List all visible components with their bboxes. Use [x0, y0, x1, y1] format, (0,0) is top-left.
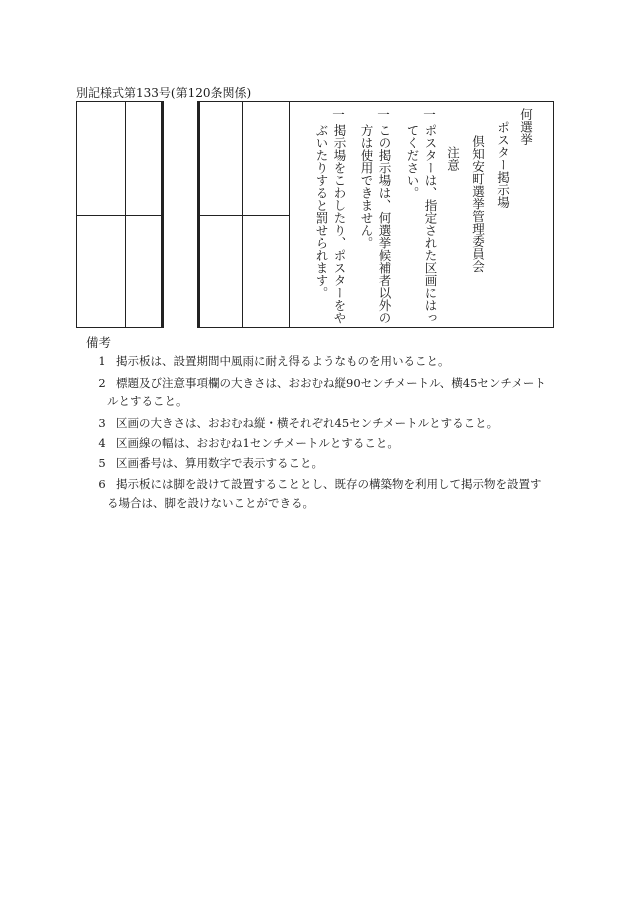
remark-text: 掲示板には脚を設けて設置することとし、既存の構築物を利用して掲示物を設置す — [116, 477, 542, 491]
section-break-line — [161, 101, 164, 328]
remark-text: 区画番号は、算用数字で表示すること。 — [116, 456, 323, 470]
remark-text: 区画線の幅は、おおむね1センチメートルとすること。 — [116, 436, 399, 450]
caution-heading: 注意 — [445, 146, 461, 171]
grid-line — [242, 101, 243, 328]
notice-bullet: 一 — [421, 108, 437, 121]
remark-number: 3 — [98, 416, 106, 430]
grid-line — [76, 327, 164, 328]
remark-text: ルとすること。 — [107, 394, 188, 408]
remark-text: 標題及び注意事項欄の大きさは、おおむね縦90センチメートル、横45センチメート — [116, 376, 546, 390]
notice-item-text: ポスターは、指定された区画にはっ — [423, 124, 438, 324]
remark-number: 2 — [98, 376, 106, 390]
committee-name: 倶知安町選挙管理委員会 — [470, 135, 486, 273]
remark-number: 1 — [98, 354, 106, 368]
remark-text: る場合は、脚を設けないことができる。 — [107, 496, 314, 510]
grid-line — [197, 327, 554, 328]
grid-line — [76, 101, 164, 102]
notice-bullet: 一 — [330, 108, 346, 121]
remark-number: 6 — [98, 477, 106, 491]
notice-item-text: てください。 — [405, 124, 420, 199]
grid-line — [76, 215, 164, 216]
election-name: 何選挙 — [518, 108, 534, 146]
remark-text: 掲示板は、設置期間中風雨に耐え得るようなものを用いること。 — [116, 354, 450, 368]
remarks-heading: 備考 — [86, 335, 112, 350]
form-title: 別記様式第133号(第120条関係) — [76, 86, 252, 100]
notice-item-text: ぶいたりすると罰せられます。 — [314, 124, 329, 299]
notice-item-text: 方は使用できません。 — [359, 124, 374, 249]
grid-line — [125, 101, 126, 328]
notice-item-text: この掲示場は、何選挙候補者以外の — [377, 124, 392, 324]
board-name: ポスター掲示場 — [495, 121, 511, 209]
notice-bullet: 一 — [375, 108, 391, 121]
grid-line — [197, 101, 554, 102]
remark-number: 5 — [98, 456, 106, 470]
grid-line — [76, 101, 77, 328]
remark-text: 区画の大きさは、おおむね縦・横それぞれ45センチメートルとすること。 — [116, 416, 499, 430]
grid-line — [289, 101, 290, 328]
grid-line — [553, 101, 554, 328]
grid-line — [197, 215, 289, 216]
remark-number: 4 — [98, 436, 106, 450]
notice-item-text: 掲示場をこわしたり、ポスターをや — [332, 124, 347, 324]
